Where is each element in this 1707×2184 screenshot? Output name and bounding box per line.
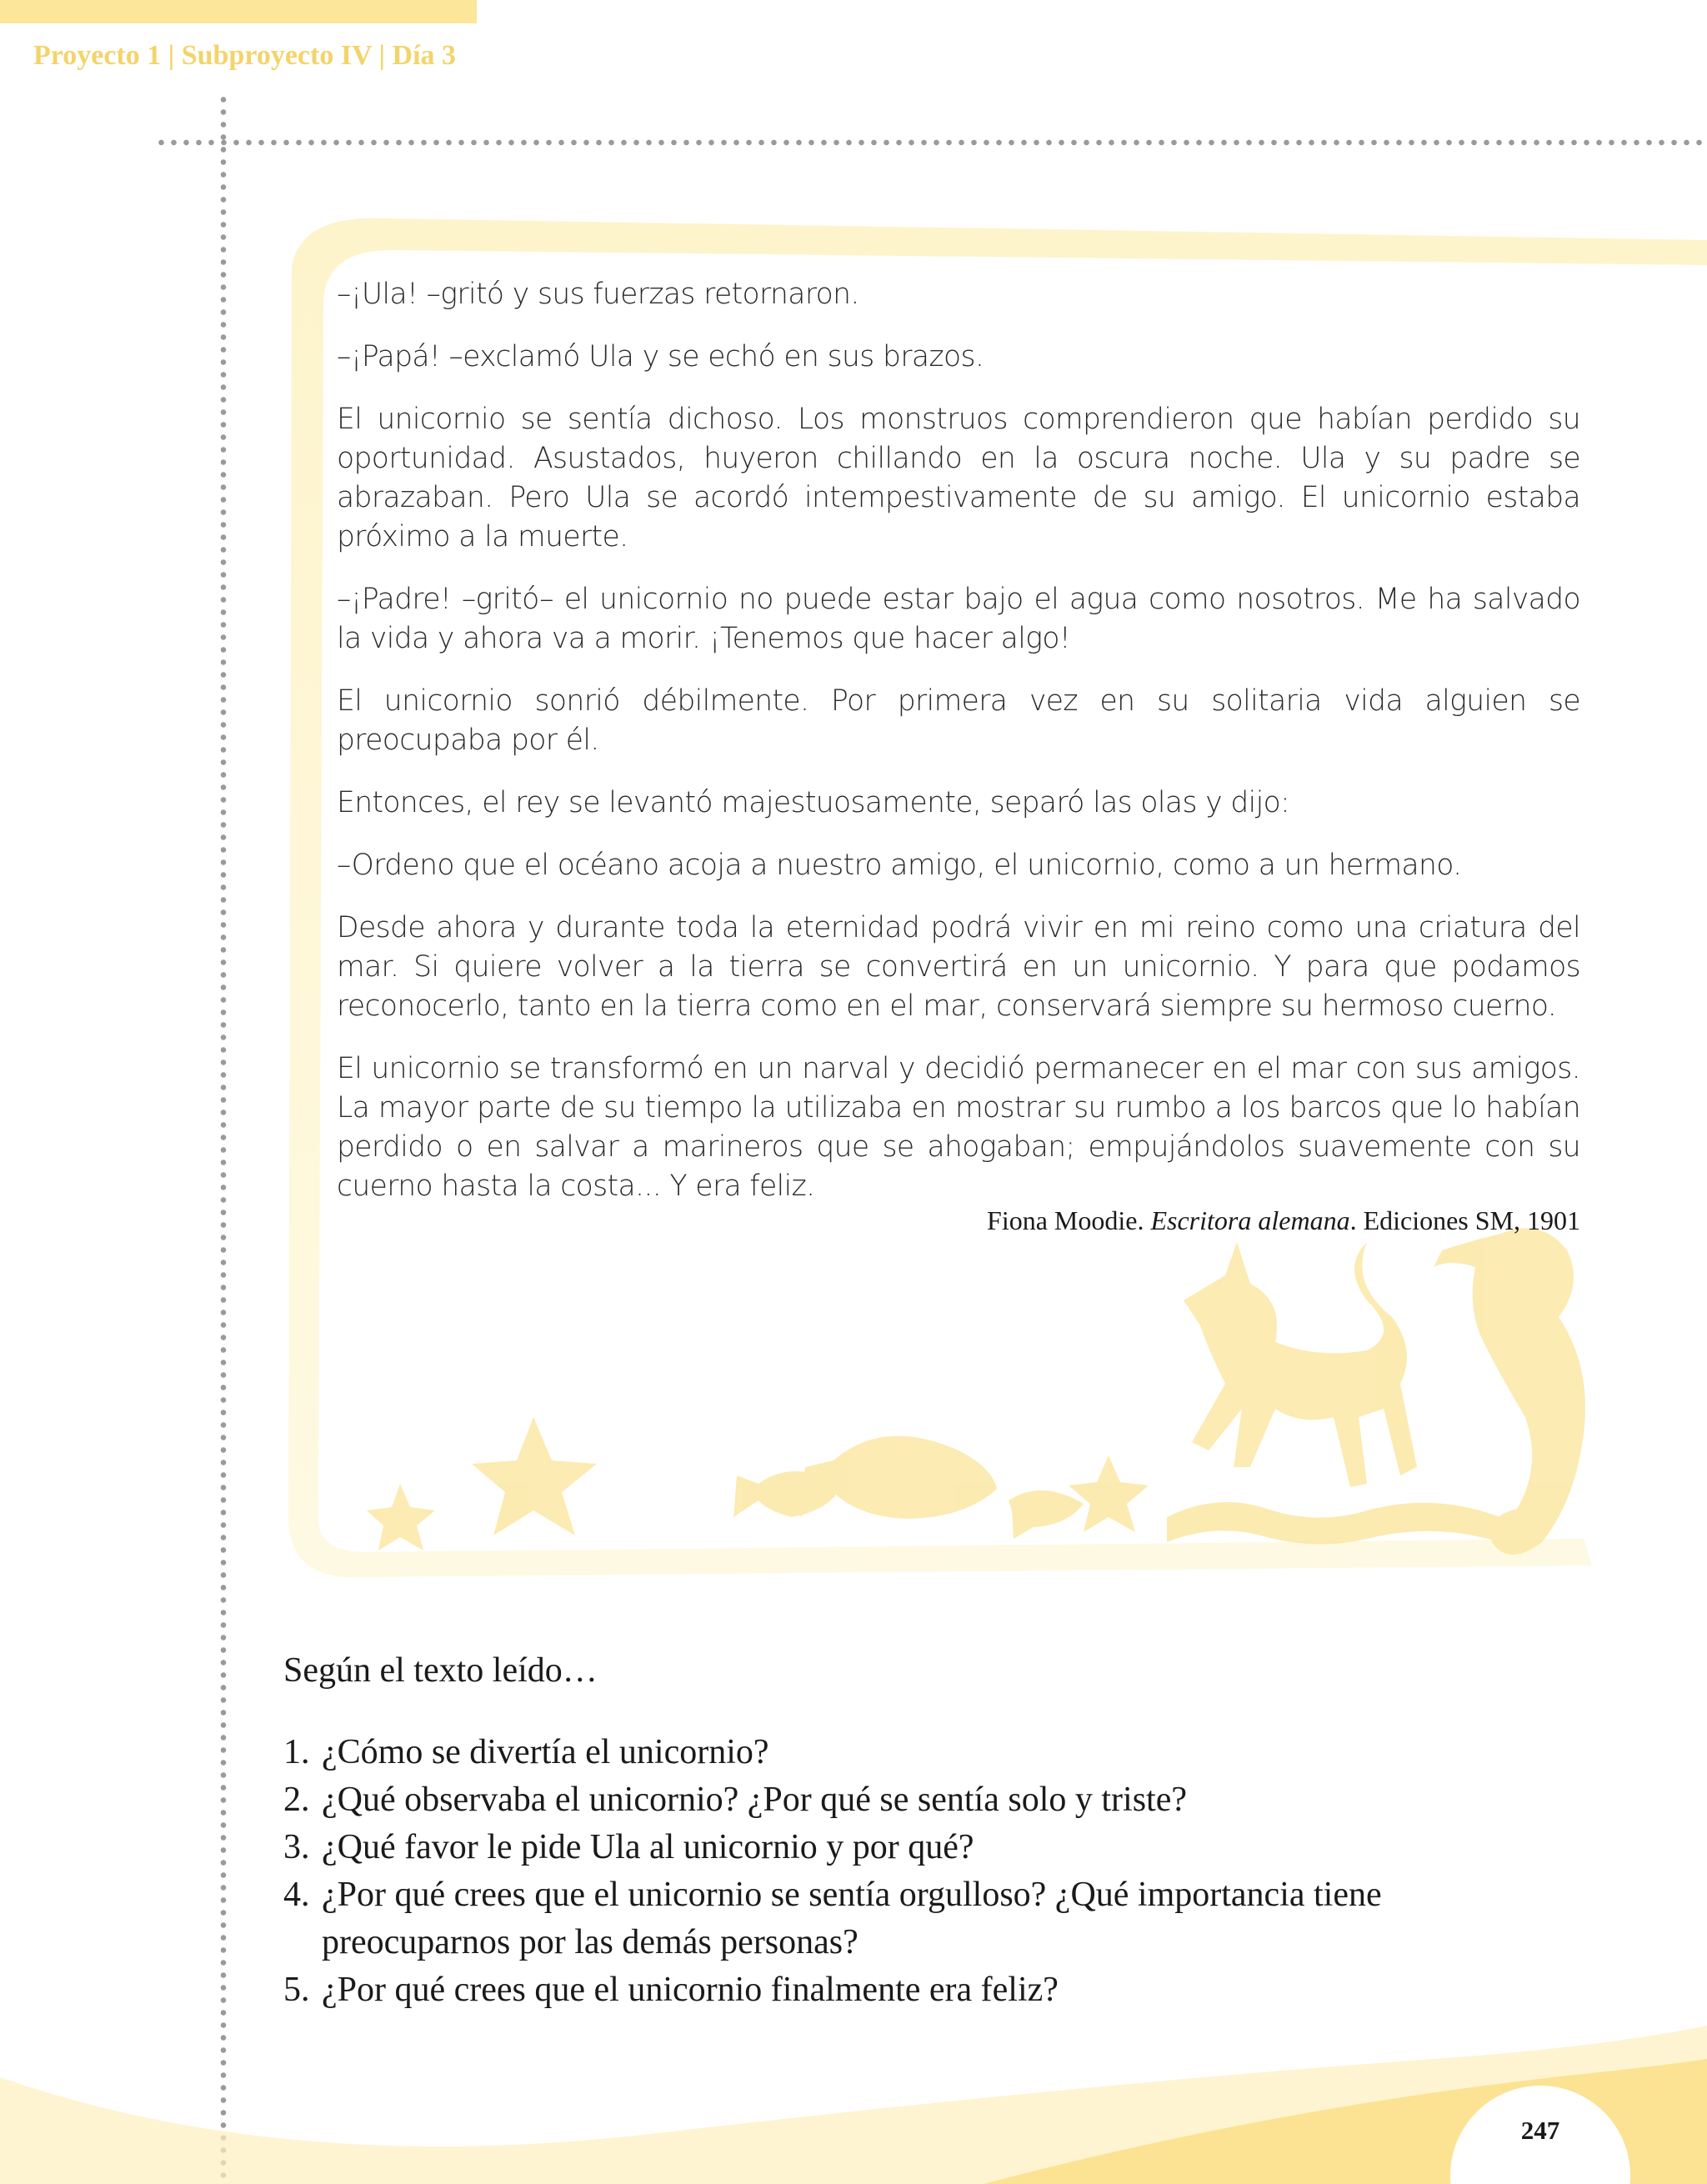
question-text: ¿Cómo se divertía el unicornio? [322,1733,769,1771]
question-item [283,1824,1550,1871]
starfish-1-icon [472,1417,597,1535]
story-paragraph: –¡Padre! –gritó– el unicornio no puede estar bajo el agua como nosotros. Me ha salvado la vida y ahora va a morir. ¡Tenemos que hacer algo! [337,583,1580,655]
question-number: 2. [283,1781,310,1819]
story-paragraph: El unicornio se sentía dichoso. Los monstruos comprendieron que habían perdido su oportunidad. Asustados, huyeron chillando en la oscura noche. Ula y su padre se abrazaban. Pero Ula se acordó intempestivamente de su amigo. El unicornio estaba próximo a la muerte. [337,403,1580,554]
question-number: 5. [283,1971,310,2009]
question-number: 4. [283,1876,310,1914]
sea-silhouettes [367,1228,1585,1555]
questions-list [283,1729,1550,2014]
fish-2-icon [733,1471,842,1517]
citation-publisher: . Ediciones SM, 1901 [1349,1205,1580,1235]
question-text: ¿Qué favor le pide Ula al unicornio y por qué? [322,1828,974,1866]
questions-title: Según el texto leído… [283,1651,598,1690]
question-item [283,1729,1550,1776]
story-paragraph: Entonces, el rey se levantó majestuosamente, separó las olas y dijo: [337,786,1290,819]
story-paragraph: –¡Ula! –gritó y sus fuerzas retornaron. [337,278,859,311]
question-item [283,1871,1550,1966]
question-text: ¿Por qué crees que el unicornio se sentía orgulloso? ¿Qué importancia tiene preocuparnos por las demás personas? [322,1876,1382,1961]
story-paragraph: El unicornio se transformó en un narval y decidió permanecer en el mar con sus amigos. La mayor parte de su tiempo la utilizaba en mostrar su rumbo a los barcos que lo habían perdido o en salvar a marineros que se ahogaban; empujándolos suavemente con su cuerno hasta la costa... Y era feliz. [337,1052,1580,1203]
question-number: 1. [283,1733,310,1771]
story-paragraph: Desde ahora y durante toda la eternidad podrá vivir en mi reino como una criatura del mar. Si quiere volver a la tierra se convertirá en un unicornio. Y para que podamos reconocerlo, tanto en la tierra como en el mar, conservará siempre su hermoso cuerno. [337,911,1580,1023]
section-header: Proyecto 1 | Subproyecto IV | Día 3 [33,40,457,71]
question-number: 3. [283,1828,310,1866]
fish-1-icon [800,1436,997,1519]
story-paragraph: –Ordeno que el océano acoja a nuestro amigo, el unicornio, como a un hermano. [337,849,1462,882]
story-paragraph: El unicornio sonrió débilmente. Por primera vez en su solitaria vida alguien se preocupaba por él. [337,684,1580,757]
citation-author: Fiona Moodie. [987,1205,1151,1235]
unicorn-icon [1184,1242,1417,1487]
starfish-3-icon [367,1484,435,1550]
story-paragraph: –¡Papá! –exclamó Ula y se echó en sus brazos. [337,340,984,373]
citation-work: Escritora alemana [1150,1205,1350,1235]
page-number: 247 [1520,2116,1560,2145]
question-text: ¿Por qué crees que el unicornio finalmente era feliz? [322,1971,1059,2009]
question-item [283,1966,1550,2014]
question-text: ¿Qué observaba el unicornio? ¿Por qué se sentía solo y triste? [322,1781,1188,1819]
source-citation [987,1205,1580,1236]
story-text [337,275,1580,1230]
question-item [283,1776,1550,1824]
fish-3-icon [1009,1490,1084,1539]
seaweed-icon [1167,1502,1500,1545]
starfish-2-icon [1069,1455,1149,1532]
